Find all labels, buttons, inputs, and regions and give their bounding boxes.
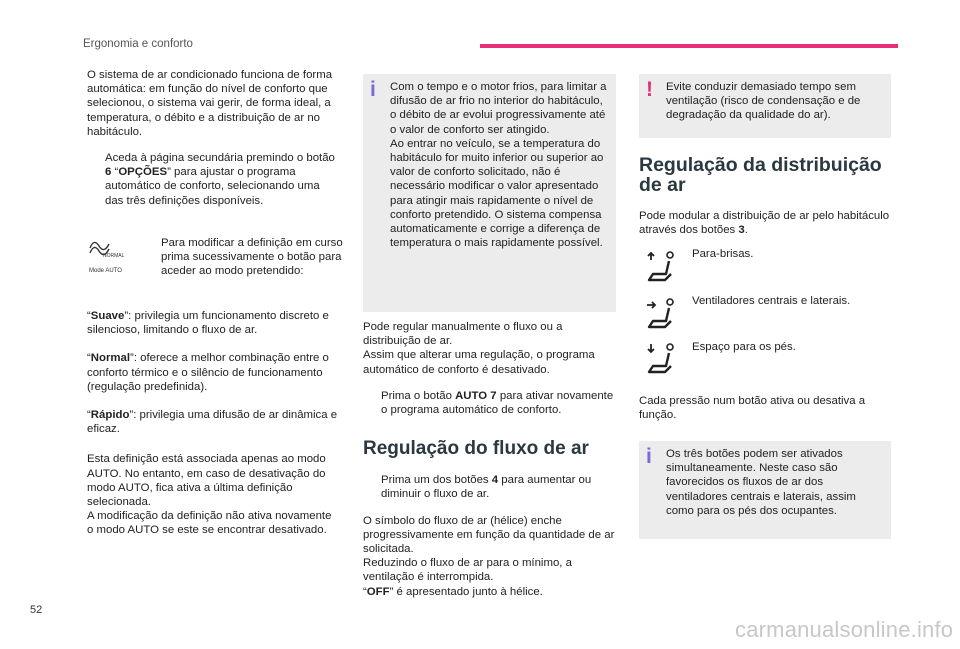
distribution-item-feet: Espaço para os pés. (692, 341, 796, 353)
rapido-paragraph: “Rápido”: privilegia uma difusão de ar dinâmica e eficaz. (87, 409, 338, 436)
bullet-flow (363, 473, 616, 501)
intro-paragraph: O sistema de ar condicionado funciona de forma automática: em função do nível de conforto que selecionou, o sistema vai gerir, de forma ideal, a temperatura, o débito e a distribuição de ar no habitáculo. (87, 69, 333, 138)
mode-auto-button-icon (87, 237, 129, 277)
column-1-lower (87, 309, 340, 550)
info-note-text: Os três botões podem ser ativados simultaneamente. Neste caso são favorecidos os fluxos de ar dos ventiladores centrais e laterais, assim como para os pés dos ocupantes. (666, 448, 856, 517)
column-1 (87, 68, 340, 220)
heading-air-flow: Regulação do fluxo de ar (363, 438, 589, 460)
feet-airflow-icon (645, 342, 681, 381)
column-3 (639, 155, 891, 249)
info-icon: i (370, 78, 376, 101)
bullet-icon (87, 151, 105, 208)
warning-icon: ! (646, 78, 653, 101)
info-note-text: Com o tempo e o motor frios, para limitar a difusão de ar frio no interior do habitáculo, o débito de ar evolui progressivamente até o valor de conforto ser atingido. Ao entrar no veículo, se a temperatura do habitáculo for muito inferior ou superior ao valor de conforto solicitado, não é necessário modificar o valor apresentado para atingir mais rapidamente o nível de conforto pretendido. O sistema compensa automaticamente e corrige a diferença de temperatura o mais rapidamente possível. (390, 81, 607, 250)
info-note-cold-engine (363, 74, 616, 312)
bullet-text: Aceda à página secundária premindo o botão 6 “OPÇÕES” para ajustar o programa automático de conforto, selecionando uma das três definições disponíveis. (105, 152, 335, 207)
header-accent-bar (480, 44, 898, 48)
mode-normal-label: NORMAL (103, 253, 125, 259)
normal-paragraph: “Normal”: oferece a melhor combinação entre o conforto térmico e o silêncio de funcionamento (regulação predefinida). (87, 352, 329, 393)
bullet-mode-cycle (143, 236, 343, 279)
info-icon: i (646, 445, 652, 468)
bullet-text: Para modificar a definição em curso prima sucessivamente o botão para aceder ao modo pretendido: (161, 237, 343, 278)
bullet-options (87, 151, 340, 208)
press-paragraph: Cada pressão num botão ativa ou desativa a função. (639, 395, 866, 422)
mode-auto-label: Mode AUTO (89, 268, 122, 274)
closing-paragraph: Esta definição está associada apenas ao modo AUTO. No entanto, em caso de desativação do modo AUTO, fica ativa a última definição selecionada. A modificação da definição não ativa novamente o modo AUTO se este se encontrar desativado. (87, 453, 332, 537)
vents-airflow-icon (645, 297, 681, 336)
distribution-intro: Pode modular a distribuição de ar pelo habitáculo através dos botões 3. (639, 210, 890, 237)
bullet-text: Prima um dos botões 4 para aumentar ou diminuir o fluxo de ar. (381, 474, 592, 501)
bullet-icon (363, 389, 381, 417)
column-2 (363, 320, 616, 611)
info-note-simultaneous (639, 441, 891, 539)
bullet-icon (363, 473, 381, 501)
manual-paragraph: Pode regular manualmente o fluxo ou a distribuição de ar. Assim que alterar uma regulação, o programa automático de conforto é desativado. (363, 321, 595, 376)
section-header: Ergonomia e conforto (83, 38, 193, 50)
heading-air-distribution: Regulação da distribuição de ar (639, 154, 882, 196)
distribution-item-vents: Ventiladores centrais e laterais. (692, 295, 851, 307)
warning-note-ventilation (639, 74, 891, 138)
page-number: 52 (30, 604, 43, 616)
watermark: carmanualsonline.info (735, 617, 954, 642)
distribution-item-windscreen: Para-brisas. (692, 248, 754, 260)
bullet-auto (363, 389, 616, 417)
suave-paragraph: “Suave”: privilegia um funcionamento discreto e silencioso, limitando o fluxo de ar. (87, 310, 329, 337)
flow-paragraph: O símbolo do fluxo de ar (hélice) enche progressivamente em função da quantidade de ar solicitada. Reduzindo o fluxo de ar para o mínimo, a ventilação é interrompida. “OFF” é apresentado junto à hélice. (363, 514, 615, 598)
bullet-text: Prima o botão AUTO 7 para ativar novamente o programa automático de conforto. (381, 389, 614, 417)
windscreen-airflow-icon (645, 250, 681, 289)
warning-note-text: Evite conduzir demasiado tempo sem ventilação (risco de condensação e de degradação da qualidade do ar). (666, 81, 861, 122)
bullet-icon (143, 236, 161, 279)
